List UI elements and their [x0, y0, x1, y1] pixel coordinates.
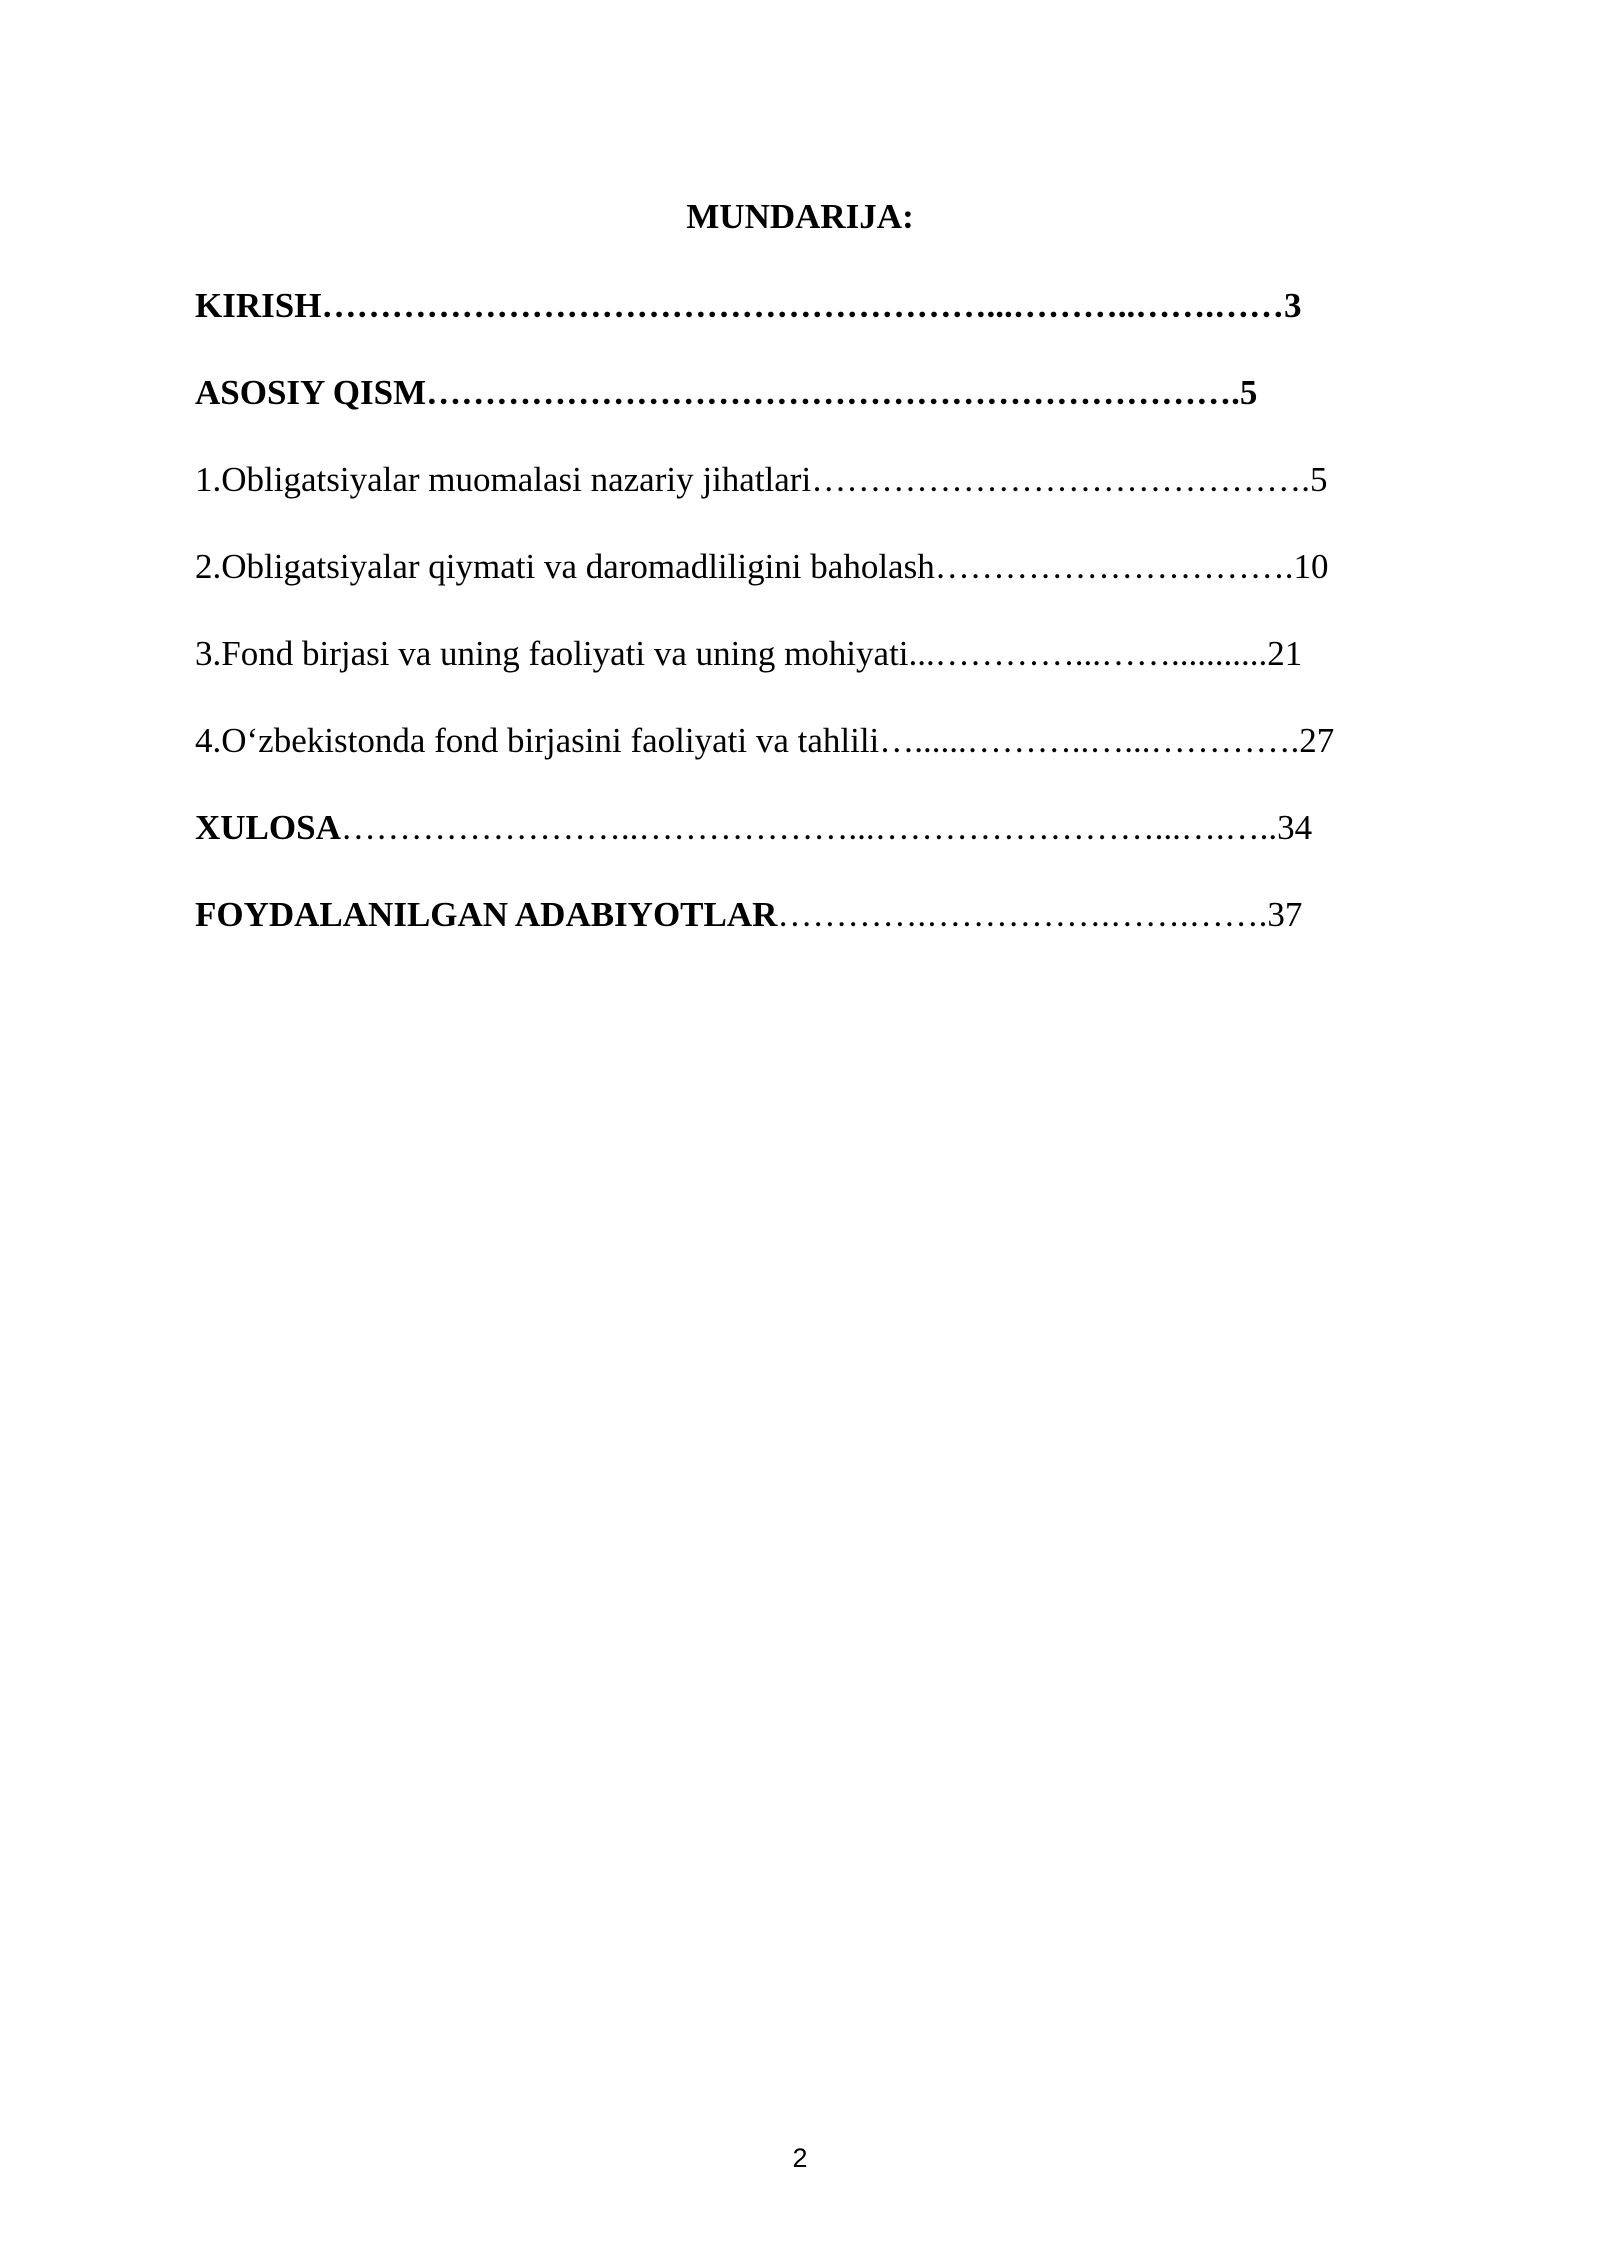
- toc-entry-leader: …………………………………………………………….: [426, 373, 1240, 412]
- toc-entry-leader: ……………………..………………...……………………...….…..: [340, 808, 1278, 847]
- toc-entry-leader: …………………………………….: [811, 460, 1310, 499]
- toc-entry-foydalanilgan-adabiyotlar[interactable]: [195, 891, 1302, 939]
- toc-entry-label: ASOSIY QISM: [195, 373, 427, 412]
- toc-entry-kirish[interactable]: [195, 282, 1301, 330]
- toc-entry-label: 3.Fond birjasi va uning faoliyati va uning mohiyati: [195, 634, 909, 673]
- toc-entry-xulosa[interactable]: [195, 804, 1312, 852]
- toc-entry-label: XULOSA: [195, 808, 341, 847]
- toc-entry-leader: ………….…………….…….…….: [777, 895, 1268, 934]
- page-number: 2: [792, 2143, 808, 2173]
- toc-entry-leader: …......………..…...………….: [879, 721, 1300, 760]
- toc-entry-page: 37: [1267, 895, 1303, 934]
- toc-entry-section-4[interactable]: [195, 717, 1334, 765]
- toc-entry-page: 10: [1293, 547, 1329, 586]
- toc-entry-label: 1.Obligatsiyalar muomalasi nazariy jihatlari: [195, 460, 812, 499]
- toc-entry-section-2[interactable]: [195, 543, 1328, 591]
- toc-entry-label: 2.Obligatsiyalar qiymati va daromadliligini baholash: [195, 547, 935, 586]
- toc-entry-leader: ………………………….: [934, 547, 1294, 586]
- toc-entry-page: 34: [1277, 808, 1313, 847]
- toc-entry-label: FOYDALANILGAN ADABIYOTLAR: [195, 895, 778, 934]
- toc-entry-section-3[interactable]: [195, 630, 1302, 678]
- toc-entry-label: 4.O‘zbekistonda fond birjasini faoliyati va tahlili: [195, 721, 880, 760]
- toc-entry-section-1[interactable]: [195, 456, 1327, 504]
- toc-entry-asosiy-qism[interactable]: [195, 369, 1257, 417]
- toc-entry-page: 5: [1239, 373, 1258, 412]
- toc-entry-leader: ...…………...……...........: [908, 634, 1268, 673]
- toc-entry-leader: …………………………………………………...………..…….……: [321, 286, 1284, 325]
- toc-entry-page: 21: [1267, 634, 1303, 673]
- toc-entry-page: 5: [1309, 460, 1328, 499]
- toc-entry-label: KIRISH: [195, 286, 322, 325]
- toc-entry-page: 3: [1283, 286, 1302, 325]
- page-title: MUNDARIJA:: [686, 197, 914, 236]
- toc-entry-page: 27: [1299, 721, 1335, 760]
